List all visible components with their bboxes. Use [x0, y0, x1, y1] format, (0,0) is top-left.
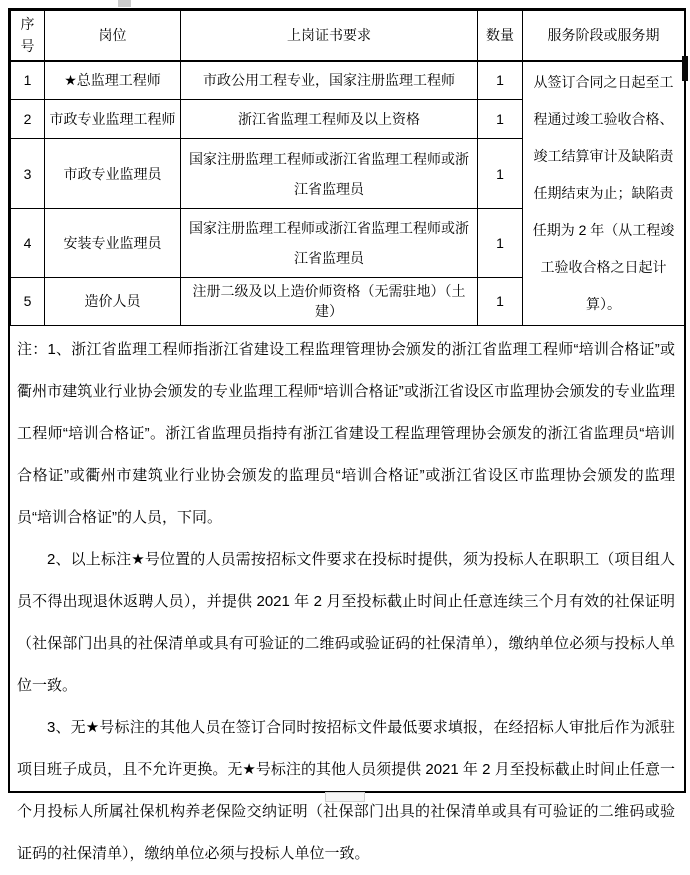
cell-position: ★总监理工程师 — [45, 61, 181, 100]
note-paragraph-3: 3、无★号标注的其他人员在签订合同时按招标文件最低要求填报，在经招标人审批后作为派驻项目班子成员，且不允许更换。无★号标注的其他人员须提供 2021 年 2 月至投标截止时间止任意一个月投标人所属社保机构养老保险交纳证明（社保部门出具的社保清单或具有可验证的二维码或验证码的社保清单），缴纳单位必须与投标人单位一致。 — [17, 718, 675, 862]
col-header-serial: 序号 — [11, 11, 45, 61]
table-header-row — [11, 11, 685, 61]
cell-quantity: 1 — [478, 209, 523, 278]
col-header-service-period: 服务阶段或服务期 — [523, 11, 685, 61]
cell-quantity: 1 — [478, 277, 523, 325]
cell-certificate: 国家注册监理工程师或浙江省监理工程师或浙江省监理员 — [181, 139, 478, 209]
cell-position: 市政专业监理员 — [45, 139, 181, 209]
cell-certificate: 市政公用工程专业，国家注册监理工程师 — [181, 61, 478, 100]
col-header-position: 岗位 — [45, 11, 181, 61]
table-row — [11, 61, 685, 100]
cell-serial: 1 — [11, 61, 45, 100]
note-paragraph-1: 注：1、浙江省监理工程师指浙江省建设工程监理管理协会颁发的浙江省监理工程师“培训合格证”或衢州市建筑业行业协会颁发的专业监理工程师“培训合格证”或浙江省设区市监理协会颁发的专业监理工程师“培训合格证”。浙江省监理员指持有浙江省建设工程监理管理协会颁发的浙江省监理员“培训合格证”或衢州市建筑业行业协会颁发的监理员“培训合格证”或浙江省设区市监理协会颁发的监理员“培训合格证”的人员，下同。 — [17, 340, 675, 526]
revision-mark-right — [682, 56, 688, 81]
cell-serial: 4 — [11, 209, 45, 278]
col-header-quantity: 数量 — [478, 11, 523, 61]
col-header-certificate: 上岗证书要求 — [181, 11, 478, 61]
note-paragraph-2: 2、以上标注★号位置的人员需按招标文件要求在投标时提供，须为投标人在职职工（项目组人员不得出现退休返聘人员），并提供 2021 年 2 月至投标截止时间止任意连续三个月有效的社保证明（社保部门出具的社保清单或具有可验证的二维码或验证码的社保清单），缴纳单位必须与投标人单位一致。 — [17, 550, 675, 694]
cell-position: 造价人员 — [45, 277, 181, 325]
positions-table — [10, 10, 685, 326]
scan-artifact-top — [118, 0, 131, 7]
scan-artifact-bottom — [325, 792, 365, 802]
cell-position: 市政专业监理工程师 — [45, 100, 181, 139]
cell-quantity: 1 — [478, 61, 523, 100]
cell-serial: 3 — [11, 139, 45, 209]
cell-position: 安装专业监理员 — [45, 209, 181, 278]
cell-serial: 2 — [11, 100, 45, 139]
cell-quantity: 1 — [478, 139, 523, 209]
cell-certificate: 注册二级及以上造价师资格（无需驻地）（土建） — [181, 277, 478, 325]
cell-service-period: 从签订合同之日起至工程通过竣工验收合格、竣工结算审计及缺陷责任期结束为止；缺陷责任期为 2 年（从工程竣工验收合格之日起计算）。 — [523, 61, 685, 326]
cell-certificate: 国家注册监理工程师或浙江省监理工程师或浙江省监理员 — [181, 209, 478, 278]
cell-serial: 5 — [11, 277, 45, 325]
cell-certificate: 浙江省监理工程师及以上资格 — [181, 100, 478, 139]
document-body — [8, 8, 686, 862]
cell-quantity: 1 — [478, 100, 523, 139]
